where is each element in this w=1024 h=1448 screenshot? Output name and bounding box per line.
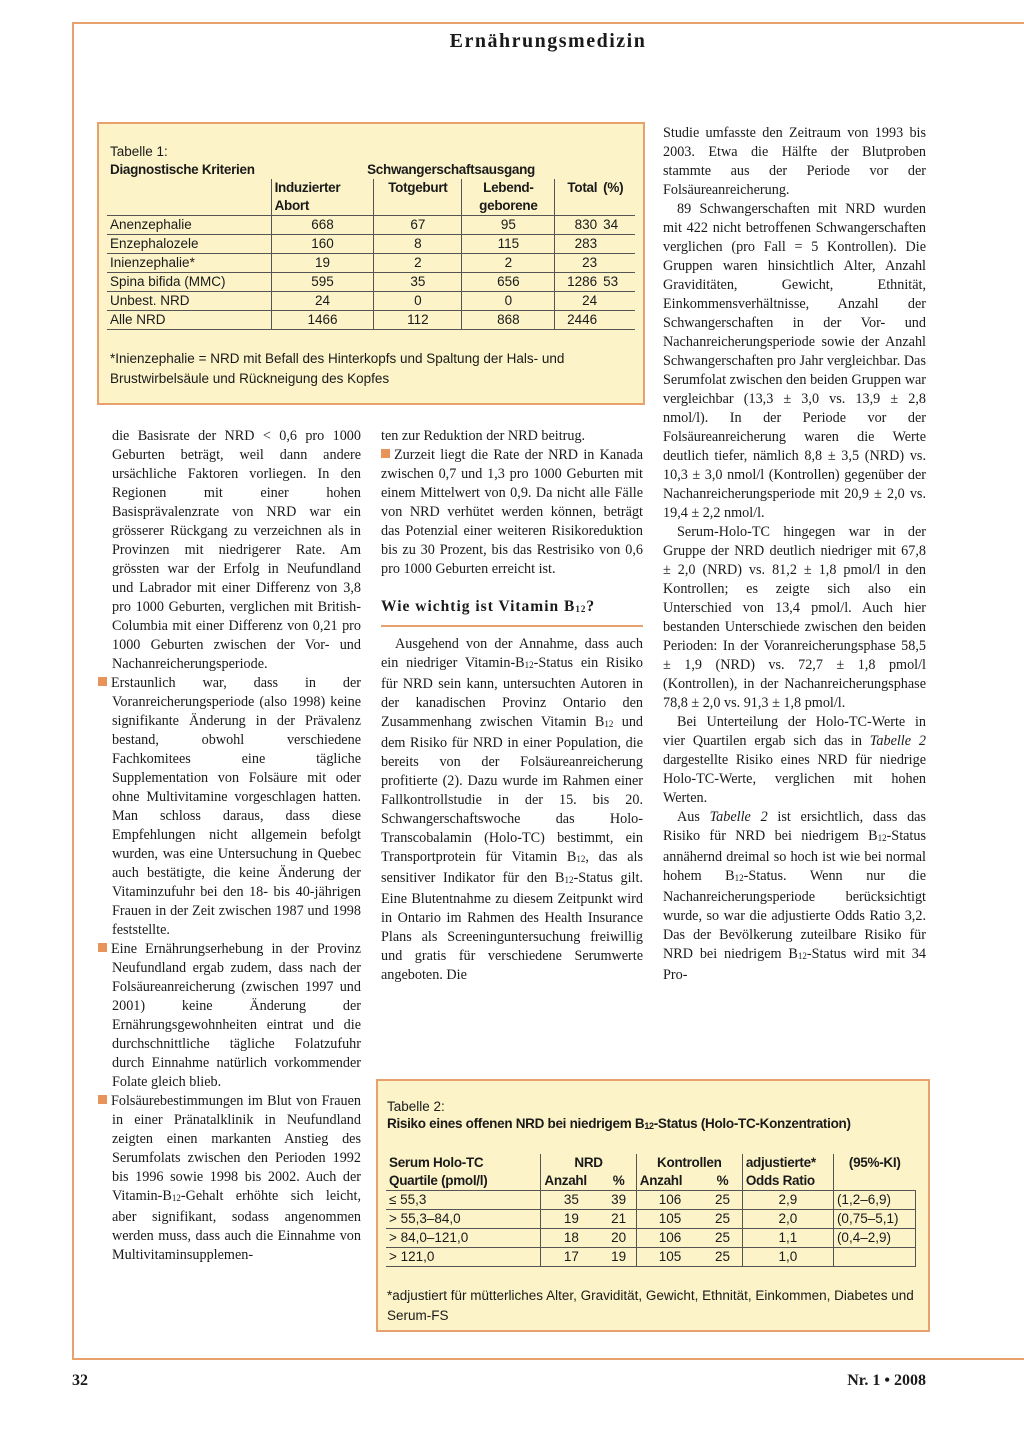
table-2-header-quartile: Quartile (pmol/l) — [386, 1172, 541, 1191]
table-cell: 0 — [374, 292, 462, 311]
table-cell: 1,0 — [742, 1248, 833, 1267]
paragraph-text: Eine Ernährungserhebung in der Provinz Neufundland ergab zudem, dass nach der Folsäureanreicherung (zwischen 1997 und 2001) keine Änderung der Ernährungsgewohnheiten eintrat und die durchschnittliche tägliche Folatzufuhr durch Einnahme natürlich vorkommender Folate gleich blieb. — [111, 941, 361, 1090]
table-cell: (1,2–6,9) — [833, 1191, 915, 1210]
table-cell: Spina bifida (MMC) — [107, 273, 271, 292]
table-row — [386, 1229, 916, 1248]
table-1-sub-still: Totgeburt — [374, 179, 462, 197]
paragraph-text: -Status ein Risiko für NRD sein kann, untersuchten Autoren in der kanadischen Provinz Ontario den Zusammenhang zwischen Vitamin B — [381, 655, 643, 730]
frame-bottom-rule — [72, 1358, 1024, 1360]
table-cell: 19 — [271, 254, 374, 273]
table-cell: 19 — [541, 1210, 602, 1229]
paragraph-text: und dem Risiko für NRD in einer Population, die bereits von der Folsäureanreicherung profitierte (2). Dazu wurde im Rahmen einer Fallkontrollstudie in der 15. bis 20. Schwangerschaftswoche das Holo-Transcobalamin (Holo-TC) bestimmt, ein Transportprotein für Vitamin B — [381, 714, 644, 865]
frame-top-rule — [72, 22, 1024, 24]
table-cell: 105 — [636, 1248, 703, 1267]
paragraph-text: -Status gilt. Eine Blutentnahme zu diesem Zeitpunkt wird in Ontario im Rahmen des Health Insurance Plans als Screeninguntersuchung freiwillig und gratis für verschiedene Serumwerte angeboten. Die — [381, 870, 643, 983]
table-row — [386, 1191, 916, 1210]
caption-text: -Status (Holo-TC-Konzentration) — [653, 1116, 851, 1131]
frame-left-rule — [72, 22, 74, 1358]
bullet-square-icon — [98, 677, 107, 686]
table-cell: 21 — [601, 1210, 636, 1229]
table-cell: 2,9 — [742, 1191, 833, 1210]
paragraph-text: -Gehalt erhöhte sich leicht, aber signifikant, sodass angenommen werden muss, dass auch die Einnahme von Multivitaminsupplemen- — [112, 1188, 361, 1263]
table-1-header-criteria: Diagnostische Kriterien — [110, 162, 255, 177]
table-reference: Tabelle 2 — [709, 809, 768, 825]
table-1-label: Tabelle 1: — [110, 144, 168, 159]
table-cell — [600, 254, 635, 273]
table-1-box — [97, 122, 645, 405]
table-cell: 34 — [600, 216, 635, 235]
table-cell — [600, 235, 635, 254]
subscript: 12 — [575, 604, 587, 614]
caption-text: Risiko eines offenen NRD bei niedrigem B — [387, 1116, 645, 1131]
paragraph-text: Bei Unterteilung der Holo-TC-Werte in vier Quartilen ergab sich das in — [663, 714, 926, 749]
table-cell: (0,75–5,1) — [833, 1210, 915, 1229]
table-cell: > 121,0 — [386, 1248, 541, 1267]
table-cell: 106 — [636, 1191, 703, 1210]
table-row — [107, 292, 635, 311]
table-row — [107, 311, 635, 330]
subscript: 12 — [564, 875, 574, 885]
table-cell: ≤ 55,3 — [386, 1191, 541, 1210]
paragraph: die Basisrate der NRD < 0,6 pro 1000 Geburten beträgt, weil dann andere ursächliche Faktoren vorliegen. In den Regionen mit einer hohen Basisprävalenzrate von NRD war ein grösserer Rückgang zu verzeichnen als in Provinzen mit niedrigerer Rate. Am grössten war der Erfolg in Neufundland und Labrador mit einer Differenz von 3,8 pro 1000 Geburten, verglichen mit British-Columbia mit einer Differenz von 0,21 pro 1000 Geburten zwischen der Vor- und Nachanreicherungsperiode. — [112, 428, 361, 672]
paragraph — [663, 713, 926, 808]
table-row — [107, 273, 635, 292]
table-cell: 0 — [462, 292, 555, 311]
table-1-sub-abort-2: Abort — [271, 197, 374, 216]
table-cell: 106 — [636, 1229, 703, 1248]
paragraph: Studie umfasste den Zeitraum von 1993 bis 2003. Etwa die Hälfte der Blutproben stammte aus der Periode vor der Folsäureanreicherung. — [663, 125, 926, 198]
paragraph-text: Erstaunlich war, dass in der Voranreicherungsperiode (also 1998) keine signifikante Änderung in der Prävalenz bestand, obwohl verschiedene Fachkomitees eine tägliche Supplementation von Folsäure mit oder ohne Multivitamine vorgeschlagen hatten. Man schloss daraus, dass diese Empfehlungen nicht allgemein befolgt wurden, was eine Untersuchung in Quebec auch bestätigte, die keine Änderung der Vitaminzufuhr bei den 18- bis 40-jährigen Frauen in der Zeit zwischen 1987 und 1998 feststellte. — [111, 675, 361, 938]
bullet-square-icon — [98, 943, 107, 952]
table-2-footnote: *adjustiert für mütterliches Alter, Gravidität, Gewicht, Ethnität, Einkommen, Diabetes und Serum-FS — [387, 1288, 914, 1323]
table-cell: 595 — [271, 273, 374, 292]
table-reference: Tabelle 2 — [869, 733, 926, 749]
table-cell: 1,1 — [742, 1229, 833, 1248]
paragraph — [112, 674, 361, 940]
paragraph-text: ist ersichtlich, dass das Risiko für NRD bei niedrigem B — [663, 809, 926, 844]
table-1-sub-pct: (%) — [603, 180, 624, 195]
table-2-caption — [387, 1116, 851, 1131]
table-1-footnote: *Inienzephalie = NRD mit Befall des Hinterkopfs und Spaltung der Hals- und Brustwirbelsäule und Rückneigung des Kopfes — [110, 351, 565, 386]
table-cell: 39 — [601, 1191, 636, 1210]
table-cell — [600, 311, 635, 330]
table-cell: 830 — [555, 216, 600, 235]
table-row — [107, 235, 635, 254]
table-cell: 656 — [462, 273, 555, 292]
table-cell: 53 — [600, 273, 635, 292]
paragraph-text: , das als sensitiver Indikator für den B — [381, 849, 643, 886]
table-2-header-ctrl-pct: % — [703, 1172, 742, 1191]
subscript: 12 — [644, 1121, 654, 1131]
table-cell: 1466 — [271, 311, 374, 330]
subscript: 12 — [524, 660, 534, 670]
table-cell: 8 — [374, 235, 462, 254]
table-2-box — [376, 1079, 930, 1332]
subscript: 12 — [797, 951, 807, 961]
table-2-header-nrd-count: Anzahl — [541, 1172, 602, 1191]
paragraph-text: dargestellte Risiko eines NRD für niedrige Holo-TC-Werte, verglichen mit hohen Werten. — [663, 752, 926, 806]
table-1-sub-total: Total — [555, 179, 600, 197]
table-cell: 24 — [555, 292, 600, 311]
table-2-header-serum: Serum Holo-TC — [389, 1155, 484, 1170]
table-row — [386, 1210, 916, 1229]
table-cell: 20 — [601, 1229, 636, 1248]
table-row — [386, 1248, 916, 1267]
table-cell: 67 — [374, 216, 462, 235]
table-2-header-ctrl-count: Anzahl — [636, 1172, 703, 1191]
table-cell: 105 — [636, 1210, 703, 1229]
running-header: Ernährungsmedizin — [449, 30, 647, 52]
table-cell: 1286 — [555, 273, 600, 292]
table-2-header-controls: Kontrollen — [636, 1154, 742, 1172]
table-2-header-odds-ratio: Odds Ratio — [742, 1172, 833, 1191]
table-cell: Unbest. NRD — [107, 292, 271, 311]
paragraph-text: -Status wird mit 34 Pro- — [663, 946, 926, 983]
issue-info: Nr. 1 • 2008 — [847, 1372, 926, 1389]
table-cell: 2,0 — [742, 1210, 833, 1229]
table-cell: 35 — [541, 1191, 602, 1210]
table-1 — [107, 161, 635, 330]
table-cell: 668 — [271, 216, 374, 235]
table-cell: > 84,0–121,0 — [386, 1229, 541, 1248]
paragraph-text: -Status. Wenn nur die Nachanreicherungsperiode berücksichtigt wurde, so war die adjustierte Odds Ratio 3,2. Das der Bevölkerung zuteilbare Risiko für NRD bei niedrigem B — [663, 868, 927, 962]
bullet-square-icon — [381, 449, 390, 458]
table-cell: Anenzephalie — [107, 216, 271, 235]
table-2-header-nrd: NRD — [541, 1154, 636, 1172]
table-cell: (0,4–2,9) — [833, 1229, 915, 1248]
table-cell: Inienzephalie* — [107, 254, 271, 273]
paragraph-text: Folsäurebestimmungen im Blut von Frauen in einer Pränatalklinik in Neufundland zeigten einen markanten Anstieg des Serumfolats zwischen den Perioden 1992 bis 1996 sowie 1998 bis 2002. Auch der Vitamin-B — [111, 1093, 361, 1204]
table-2-label: Tabelle 2: — [387, 1099, 445, 1114]
table-cell: 95 — [462, 216, 555, 235]
table-cell: 24 — [271, 292, 374, 311]
table-1-sub-abort: Induzierter — [271, 179, 374, 197]
table-cell: 25 — [703, 1210, 742, 1229]
heading-text: Wie wichtig ist Vitamin B — [381, 598, 576, 615]
table-1-sub-live-2: geborene — [462, 197, 555, 216]
table-cell — [833, 1248, 915, 1267]
table-cell: 868 — [462, 311, 555, 330]
subscript: 12 — [604, 719, 614, 729]
text-column-3 — [663, 124, 926, 985]
text-column-2 — [381, 427, 643, 985]
table-cell: 25 — [703, 1191, 742, 1210]
text-column-1 — [112, 427, 361, 1265]
paragraph-text: Aus — [677, 809, 710, 825]
section-heading — [381, 597, 643, 627]
paragraph — [381, 635, 643, 985]
paragraph-text: -Status annähernd dreimal so hoch ist wie bei normal hohem B — [663, 828, 926, 884]
table-cell: Alle NRD — [107, 311, 271, 330]
table-cell: 17 — [541, 1248, 602, 1267]
table-row — [107, 254, 635, 273]
paragraph: 89 Schwangerschaften mit NRD wurden mit 422 nicht betroffenen Schwangerschaften verglichen (pro Fall = 5 Kontrollen). Die Gruppen waren hinsichtlich Alter, Anzahl Graviditäten, Gewicht, Ethnität, Einkommensverhältnisse, Anzahl der Schwangerschaften in der Vor- und Nachanreicherungsperiode sowie der Anzahl Schwangerschaften pro Jahr vergleichbar. Das Serumfolat zwischen den beiden Gruppen war vergleichbar (13,3 ± 3,0 vs. 13,9 ± 2,8 nmol/l). In der Periode vor der Folsäureanreicherung waren die Werte deutlich tiefer, nämlich 8,8 ± 3,5 (NRD) vs. 10,3 ± 3,0 nmol/l (Kontrollen) gegenüber der Nachanreicherungsperiode mit 20,9 ± 2,0 vs. 19,4 ± 2,2 nmol/l. — [663, 201, 926, 521]
subscript: 12 — [171, 1193, 181, 1203]
table-cell: 2446 — [555, 311, 600, 330]
table-2-header-ci: (95%-KI) — [833, 1154, 915, 1172]
paragraph — [381, 446, 643, 579]
table-cell: 112 — [374, 311, 462, 330]
table-cell: 19 — [601, 1248, 636, 1267]
page-number: 32 — [72, 1372, 88, 1389]
paragraph: Serum-Holo-TC hingegen war in der Gruppe der NRD deutlich niedriger mit 67,8 ± 2,0 (NRD) vs. 81,2 ± 1,8 pmol/l in den Kontrollen; es zeigte sich also ein Unterschied von 13,4 pmol/l. Auch hier bestanden Unterschiede zwischen den beiden Perioden: In der Voranreicherungsphase 58,5 ± 1,9 (NRD) vs. 72,7 ± 1,8 pmol/l (Kontrollen), in der Nachanreicherungsphase 78,8 ± 2,0 vs. 91,3 ± 1,8 pmol/l. — [663, 524, 926, 711]
paragraph-text: Ausgehend von der Annahme, dass auch ein niedriger Vitamin-B — [381, 636, 643, 671]
table-cell: 23 — [555, 254, 600, 273]
table-cell: > 55,3–84,0 — [386, 1210, 541, 1229]
table-1-header-outcome: Schwangerschaftsausgang — [367, 162, 535, 177]
paragraph — [112, 1092, 361, 1265]
table-cell: 2 — [374, 254, 462, 273]
paragraph-text: Zurzeit liegt die Rate der NRD in Kanada zwischen 0,7 und 1,3 pro 1000 Geburten mit einem Mittelwert von 0,9. Da nicht alle Fälle von NRD verhütet werden können, beträgt das Potenzial einer weiteren Risikoreduktion bis zu 30 Prozent, bis das Restrisiko von 0,6 pro 1000 Geburten erreicht ist. — [381, 447, 643, 577]
table-cell: 35 — [374, 273, 462, 292]
subscript: 12 — [734, 873, 744, 883]
paragraph — [663, 808, 926, 985]
subscript: 12 — [576, 854, 586, 864]
table-row — [107, 216, 635, 235]
heading-text: ? — [586, 598, 596, 615]
table-cell: 115 — [462, 235, 555, 254]
table-cell: 18 — [541, 1229, 602, 1248]
table-1-sub-live: Lebend- — [462, 179, 555, 197]
table-2-header-nrd-pct: % — [601, 1172, 636, 1191]
table-cell: 160 — [271, 235, 374, 254]
subscript: 12 — [877, 833, 887, 843]
paragraph: ten zur Reduktion der NRD beitrug. — [381, 428, 586, 444]
table-2 — [386, 1154, 916, 1267]
table-2-header-adjusted: adjustierte* — [742, 1154, 833, 1172]
table-cell — [600, 292, 635, 311]
paragraph — [112, 940, 361, 1092]
table-cell: Enzephalozele — [107, 235, 271, 254]
table-cell: 25 — [703, 1248, 742, 1267]
table-cell: 283 — [555, 235, 600, 254]
bullet-square-icon — [98, 1095, 107, 1104]
table-cell: 25 — [703, 1229, 742, 1248]
table-cell: 2 — [462, 254, 555, 273]
